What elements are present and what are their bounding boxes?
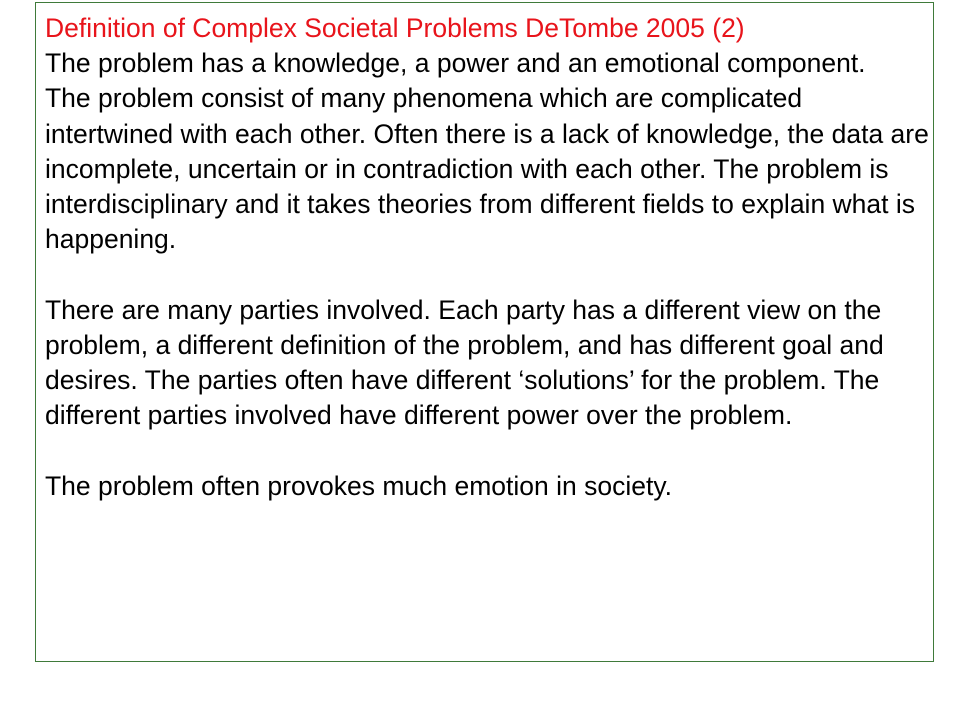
slide-title: Definition of Complex Societal Problems DeTombe 2005 (2) bbox=[45, 13, 745, 43]
slide-text-box bbox=[35, 2, 934, 662]
paragraph-spacer bbox=[45, 257, 933, 292]
paragraph-spacer bbox=[45, 433, 933, 468]
paragraph-parties: There are many parties involved. Each party has a different view on the problem, a different definition of the problem, and has different goal and desires. The parties often have different ‘solutions’ for the problem. The different parties involved have different power over the problem. bbox=[45, 294, 884, 431]
paragraph-phenomena: The problem consist of many phenomena which are complicated intertwined with each other. Often there is a lack of knowledge, the data are incomplete, uncertain or in contradiction with each other. The problem is interdisciplinary and it takes theories from different fields to explain what is happening. bbox=[45, 83, 929, 255]
paragraph-components: The problem has a knowledge, a power and an emotional component. bbox=[45, 48, 866, 79]
paragraph-emotion: The problem often provokes much emotion in society. bbox=[45, 470, 672, 501]
